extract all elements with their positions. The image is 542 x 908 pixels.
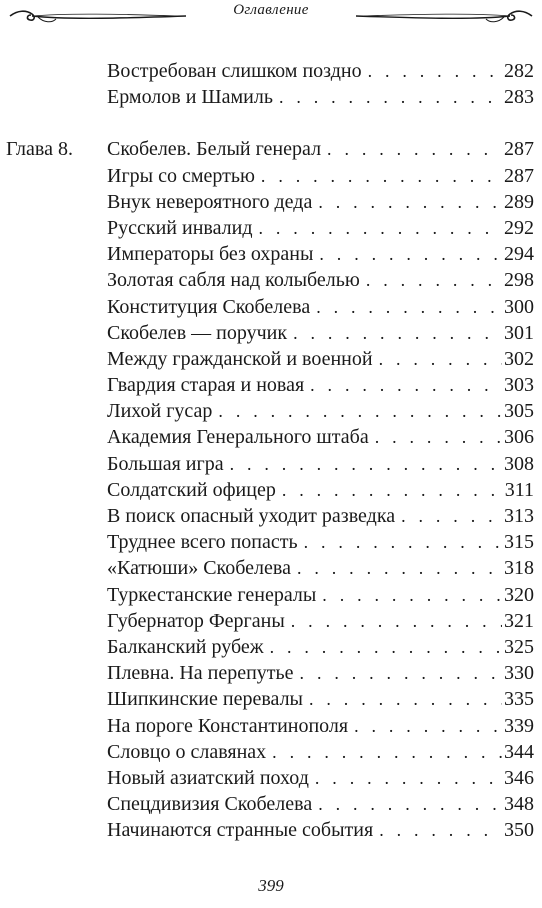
toc-entry-title: Начинаются странные события [107, 819, 374, 842]
toc-entry-title: Труднее всего попасть [107, 531, 298, 554]
dot-leader [261, 163, 502, 189]
toc-entry-page: 346 [504, 766, 534, 789]
toc-entry-page: 308 [504, 452, 534, 475]
toc-entry [0, 503, 542, 529]
toc-entry-title: На пороге Константинополя [107, 714, 349, 737]
toc-entry-title: Большая игра [107, 452, 224, 475]
dot-leader [319, 241, 502, 267]
toc-entry [0, 634, 542, 660]
dot-leader [379, 346, 502, 372]
toc-entry-title: Губернатор Ферганы [107, 609, 285, 632]
toc-entry-title: Внук невероятного деда [107, 190, 313, 213]
toc-entry-title: Шипкинские перевалы [107, 688, 303, 711]
toc-entry-title: Лихой гусар [107, 400, 213, 423]
toc-entry-title: Скобелев — поручик [107, 321, 288, 344]
toc-entry-page: 318 [504, 557, 534, 580]
dot-leader [322, 582, 502, 608]
toc-entry [0, 372, 542, 398]
toc-entry-title: Императоры без охраны [107, 243, 314, 266]
toc-entry-page: 289 [504, 190, 534, 213]
toc-entry [0, 346, 542, 372]
toc-entry-page: 305 [504, 400, 534, 423]
toc-entry-title: Балканский рубеж [107, 635, 264, 658]
toc-entry [0, 660, 542, 686]
toc-entry [0, 686, 542, 712]
toc-entry-page: 325 [504, 635, 534, 658]
dot-leader [297, 555, 502, 581]
toc-entry-title: Академия Генерального штаба [107, 426, 369, 449]
chapter-label: Глава 8. [6, 138, 73, 161]
toc-entry-title: Золотая сабля над колыбелью [107, 269, 360, 292]
toc-entry [0, 163, 542, 189]
dot-leader [316, 294, 502, 320]
toc-entry [0, 791, 542, 817]
dot-leader [318, 189, 502, 215]
toc-entry-title: Конституция Скобелева [107, 295, 311, 318]
toc-entry-page: 339 [504, 714, 534, 737]
toc-entry [0, 739, 542, 765]
toc-entry-title: Туркестанские генералы [107, 583, 317, 606]
toc-entry-page: 301 [504, 321, 534, 344]
running-header-title: Оглавление [233, 2, 309, 18]
toc-entry-title: Плевна. На перепутье [107, 662, 294, 685]
toc-entry-title: В поиск опасный уходит разведка [107, 505, 396, 527]
toc-entry [0, 58, 542, 84]
toc-entry-page: 306 [504, 426, 534, 449]
toc-entry-page: 348 [504, 793, 534, 816]
toc-entry [0, 765, 542, 791]
toc-entry [0, 817, 542, 843]
toc-entry-title: Скобелев. Белый генерал [107, 138, 322, 161]
dot-leader [309, 686, 502, 712]
toc-entry [0, 241, 542, 267]
dot-leader [259, 215, 503, 241]
dot-leader [293, 320, 502, 346]
toc-entry [0, 713, 542, 739]
toc-entry-page: 298 [504, 269, 534, 292]
dot-leader [304, 529, 502, 555]
dot-leader [327, 136, 502, 162]
dot-leader [272, 739, 502, 765]
toc-entry-title: Ермолов и Шамиль [107, 86, 273, 109]
toc-entry [0, 398, 542, 424]
toc-entry [0, 267, 542, 293]
toc-entry [0, 189, 542, 215]
toc-entry-page: 302 [504, 347, 534, 370]
toc-entry-page: 303 [504, 374, 534, 397]
toc-entry-page: 287 [504, 138, 534, 161]
toc-entry-page: 311 [504, 478, 534, 501]
toc-entry-page: 330 [504, 662, 534, 685]
toc-entry-title: Новый азиатский поход [107, 766, 309, 789]
toc-entry [0, 608, 542, 634]
toc-entry [0, 320, 542, 346]
toc-entry-page: 350 [504, 819, 534, 842]
dot-leader [366, 267, 502, 293]
toc-entry [0, 84, 542, 110]
table-of-contents [0, 58, 542, 843]
toc-entry [0, 136, 542, 162]
dot-leader [270, 634, 502, 660]
dot-leader [401, 503, 502, 529]
toc-entry [0, 529, 542, 555]
toc-entry-page: 321 [504, 609, 534, 632]
toc-entry-title: Гвардия старая и новая [107, 374, 305, 397]
toc-entry [0, 477, 542, 503]
dot-leader [310, 372, 502, 398]
toc-entry [0, 215, 542, 241]
toc-entry-page: 287 [504, 164, 534, 187]
toc-entry-page: 282 [504, 60, 534, 82]
dot-leader [315, 765, 502, 791]
toc-entry-page: 292 [504, 216, 534, 239]
toc-entry-title: Спецдивизия Скобелева [107, 793, 313, 816]
toc-entry-title: «Катюши» Скобелева [107, 557, 291, 580]
dot-leader [300, 660, 502, 686]
dot-leader [379, 817, 502, 843]
toc-entry-page: 313 [504, 505, 534, 527]
toc-entry-title: Востребован слишком поздно [107, 60, 362, 82]
dot-leader [368, 58, 502, 84]
running-header [0, 0, 542, 30]
dot-leader [218, 398, 502, 424]
dot-leader [282, 477, 502, 503]
toc-entry-title: Солдатский офицер [107, 478, 276, 501]
toc-entry-page: 294 [504, 243, 534, 266]
toc-entry [0, 294, 542, 320]
toc-entry-title: Словцо о славянах [107, 740, 267, 763]
toc-entry-page: 283 [504, 86, 534, 109]
toc-entry-page: 335 [504, 688, 534, 711]
toc-entry [0, 582, 542, 608]
flourish-ornament-right-icon [354, 4, 534, 28]
dot-leader [291, 608, 502, 634]
page-number: 399 [258, 876, 284, 895]
toc-entry-title: Русский инвалид [107, 216, 253, 239]
dot-leader [318, 791, 502, 817]
toc-entry-page: 315 [504, 531, 534, 554]
toc-entry-title: Игры со смертью [107, 164, 255, 187]
toc-entry-page: 320 [504, 583, 534, 606]
dot-leader [354, 713, 502, 739]
toc-entry-page: 300 [504, 295, 534, 318]
toc-entry-page: 344 [504, 740, 534, 763]
dot-leader [230, 451, 502, 477]
toc-entry [0, 451, 542, 477]
toc-entry-title: Между гражданской и военной [107, 347, 373, 370]
toc-entry [0, 555, 542, 581]
dot-leader [279, 84, 502, 110]
toc-entry [0, 424, 542, 450]
dot-leader [375, 424, 502, 450]
